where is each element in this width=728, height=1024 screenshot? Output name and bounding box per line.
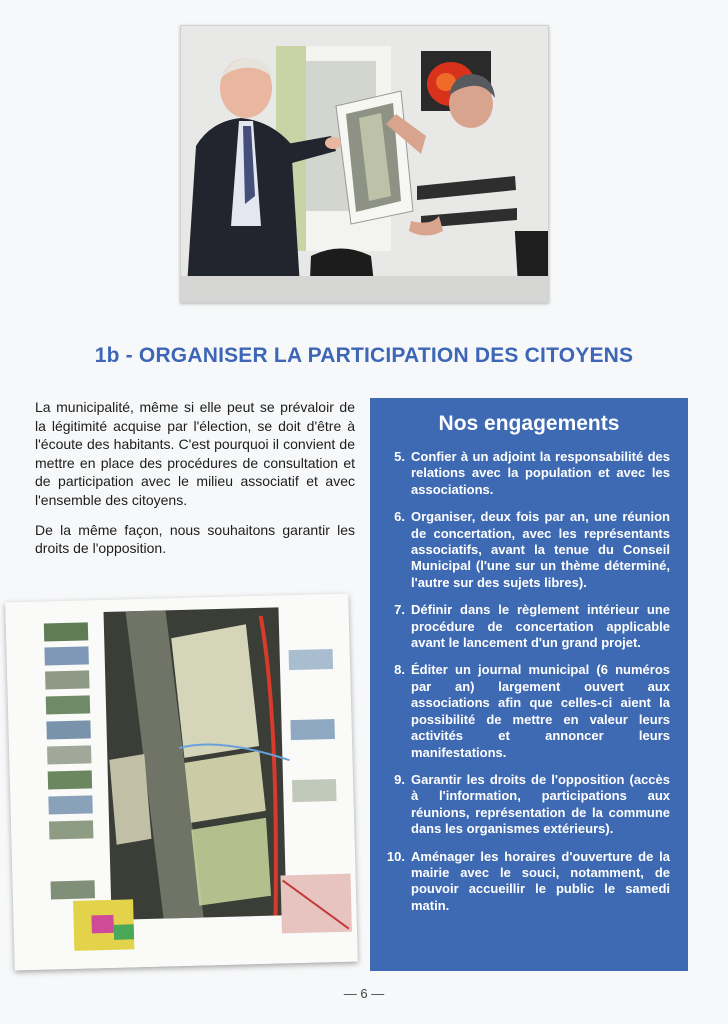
section-title: 1b - ORGANISER LA PARTICIPATION DES CITOYENS [94, 344, 634, 367]
item-text: Organiser, deux fois par an, une réunion de concertation, avec les représentants associatifs, avant la tenue du Conseil Municipal (l'une sur un thème déterminé, l'autre sur des sujets libres). [411, 509, 670, 590]
list-item [383, 772, 670, 838]
item-text: Définir dans le règlement intérieur une procédure de concertation applicable avant le lancement d'un grand projet. [411, 602, 670, 651]
item-text: Confier à un adjoint la responsabilité des relations avec la population et avec les associations. [411, 449, 670, 497]
intro-text [35, 398, 355, 569]
list-item [383, 662, 670, 760]
list-item [383, 849, 670, 915]
top-photo [180, 25, 549, 303]
list-item [383, 602, 670, 651]
item-text: Éditer un journal municipal (6 numéros par an) largement ouvert aux associations afin que celles-ci aient la possibilité de mettre en valeur leurs activités et annoncer leurs manifestations. [411, 662, 670, 760]
engagements-box [370, 398, 688, 971]
item-number: 8. [394, 662, 405, 678]
item-number: 6. [394, 509, 405, 525]
item-number: 5. [394, 449, 405, 464]
page-number: — 6 — [343, 986, 385, 1001]
item-number: 9. [394, 771, 405, 787]
list-item [383, 509, 670, 591]
map-photo [5, 594, 358, 971]
item-text: Aménager les horaires d'ouverture de la mairie avec le souci, notamment, de pouvoir accueillir le public le samedi matin. [411, 848, 670, 913]
intro-paragraph: De la même façon, nous souhaitons garantir les droits de l'opposition. [35, 521, 355, 557]
item-number: 7. [394, 602, 405, 618]
intro-paragraph: La municipalité, même si elle peut se prévaloir de la légitimité acquise par l'élection, se doit d'être à l'écoute des habitants. C'est pourquoi il convient de mettre en place des procédures de consultation et de participation avec le milieu associatif et avec l'ensemble des citoyens. [35, 399, 355, 508]
list-item [383, 449, 670, 498]
engagements-title: Nos engagements [438, 412, 620, 435]
engagements-list [370, 449, 688, 914]
item-number: 10. [386, 848, 405, 864]
item-text: Garantir les droits de l'opposition (accès à l'information, participations aux réunions, représentation de la commune dans les organismes extérieurs). [411, 771, 670, 837]
